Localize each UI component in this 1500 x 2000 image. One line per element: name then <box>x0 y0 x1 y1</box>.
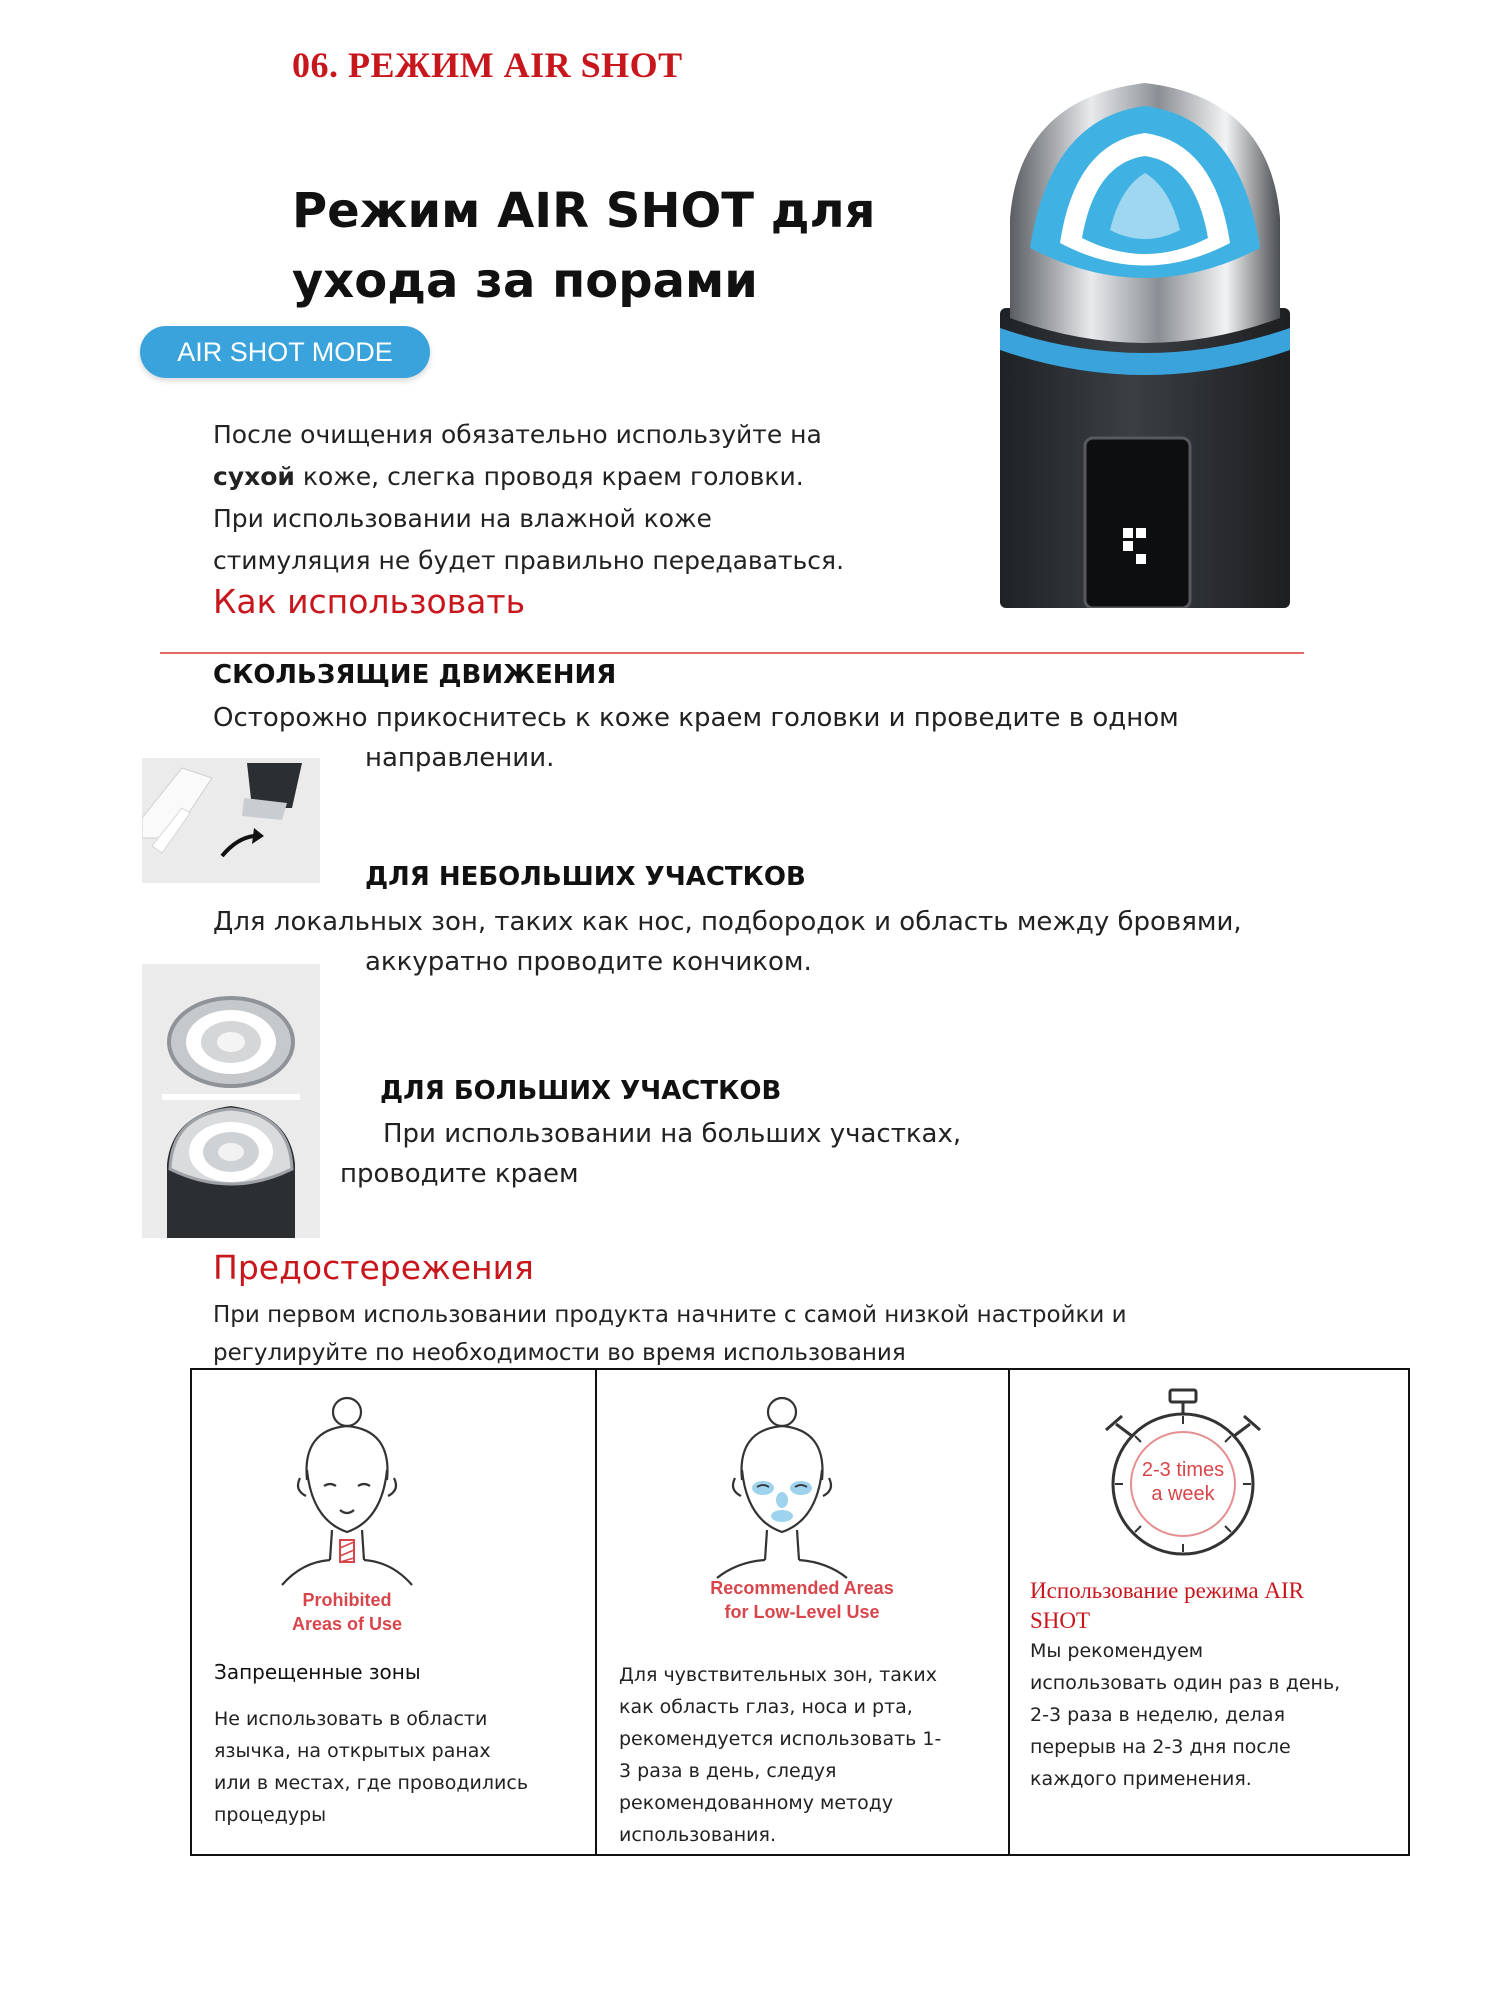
small-areas-heading: ДЛЯ НЕБОЛЬШИХ УЧАСТКОВ <box>365 862 806 892</box>
sliding-text-line1: Осторожно прикоснитесь к коже краем головки и проведите в одном <box>213 703 1179 733</box>
intro-paragraph <box>213 414 973 582</box>
intro-line <box>213 456 973 498</box>
mode-badge: AIR SHOT MODE <box>140 326 430 378</box>
usage-text <box>1030 1635 1410 1795</box>
page-title <box>292 176 876 316</box>
recommended-text-line: рекомендуется использовать 1- <box>619 1728 942 1750</box>
large-areas-text-line2: проводите краем <box>340 1159 579 1189</box>
recommended-text-line: как область глаз, носа и рта, <box>619 1696 913 1718</box>
device-illustration <box>990 78 1300 608</box>
page-title-line1: Режим AIR SHOT для <box>292 183 876 239</box>
stopwatch-text-line1: 2-3 times <box>1141 1459 1225 1481</box>
prohibited-text <box>214 1703 584 1831</box>
recommended-label-line2: for Low-Level Use <box>724 1602 880 1622</box>
large-areas-heading: ДЛЯ БОЛЬШИХ УЧАСТКОВ <box>380 1076 782 1106</box>
prohibited-label-line1: Prohibited <box>302 1590 392 1610</box>
recommended-text-line: рекомендованному методу <box>619 1792 894 1814</box>
prohibited-heading: Запрещенные зоны <box>214 1660 421 1684</box>
prohibited-text-line: Не использовать в области <box>214 1708 488 1730</box>
sliding-motion-image <box>142 758 320 883</box>
tip-usage-image <box>142 964 320 1238</box>
page-title-line2: ухода за порами <box>292 253 758 309</box>
usage-text-line: Мы рекомендуем <box>1030 1640 1204 1662</box>
prohibited-label <box>237 1588 457 1636</box>
small-areas-text-line2: аккуратно проводите кончиком. <box>365 947 812 977</box>
sliding-heading: СКОЛЬЗЯЩИЕ ДВИЖЕНИЯ <box>213 660 617 690</box>
divider <box>160 652 1304 654</box>
sliding-text-line2: направлении. <box>365 743 555 773</box>
how-to-use-title: Как использовать <box>213 582 526 621</box>
usage-heading-line1: Использование режима AIR <box>1030 1578 1304 1603</box>
card-prohibited-areas <box>192 1370 595 1854</box>
recommended-label <box>637 1576 967 1624</box>
precautions-line: При первом использовании продукта начните с самой низкой настройки и <box>213 1302 1127 1328</box>
card-usage-frequency <box>1008 1370 1408 1854</box>
usage-info-table <box>190 1368 1410 1856</box>
recommended-text-line: использования. <box>619 1824 776 1846</box>
recommended-text <box>619 1659 1004 1851</box>
card-recommended-areas <box>595 1370 1008 1854</box>
face-recommended-icon <box>707 1390 857 1580</box>
prohibited-text-line: процедуры <box>214 1804 327 1826</box>
recommended-text-line: Для чувствительных зон, таких <box>619 1664 937 1686</box>
usage-text-line: использовать один раз в день, <box>1030 1672 1341 1694</box>
precautions-line: регулируйте по необходимости во время использования <box>213 1340 906 1366</box>
recommended-text-line: 3 раза в день, следуя <box>619 1760 837 1782</box>
prohibited-text-line: или в местах, где проводились <box>214 1772 529 1794</box>
section-title: 06. РЕЖИМ AIR SHOT <box>292 45 683 85</box>
face-prohibited-icon <box>272 1390 422 1590</box>
usage-text-line: перерыв на 2-3 дня после <box>1030 1736 1291 1758</box>
intro-bold-word: сухой <box>213 462 295 491</box>
precautions-title: Предостережения <box>213 1248 534 1287</box>
usage-text-line: каждого применения. <box>1030 1768 1252 1790</box>
usage-text-line: 2-3 раза в неделю, делая <box>1030 1704 1285 1726</box>
prohibited-label-line2: Areas of Use <box>291 1614 403 1634</box>
intro-line-rest: коже, слегка проводя краем головки. <box>294 462 804 491</box>
large-areas-text-line1: При использовании на больших участках, <box>383 1119 962 1149</box>
intro-line: стимуляция не будет правильно передаваться. <box>213 546 845 575</box>
stopwatch-text-line2: a week <box>1151 1483 1215 1505</box>
prohibited-text-line: язычка, на открытых ранах <box>214 1740 491 1762</box>
recommended-label-line1: Recommended Areas <box>710 1578 894 1598</box>
usage-heading <box>1030 1576 1400 1636</box>
stopwatch-icon <box>1098 1384 1268 1564</box>
small-areas-text-line1: Для локальных зон, таких как нос, подбородок и область между бровями, <box>213 907 1242 937</box>
intro-line: При использовании на влажной коже <box>213 504 712 533</box>
intro-line: После очищения обязательно используйте на <box>213 420 822 449</box>
precautions-text <box>213 1296 1313 1372</box>
usage-heading-line2: SHOT <box>1030 1608 1091 1633</box>
